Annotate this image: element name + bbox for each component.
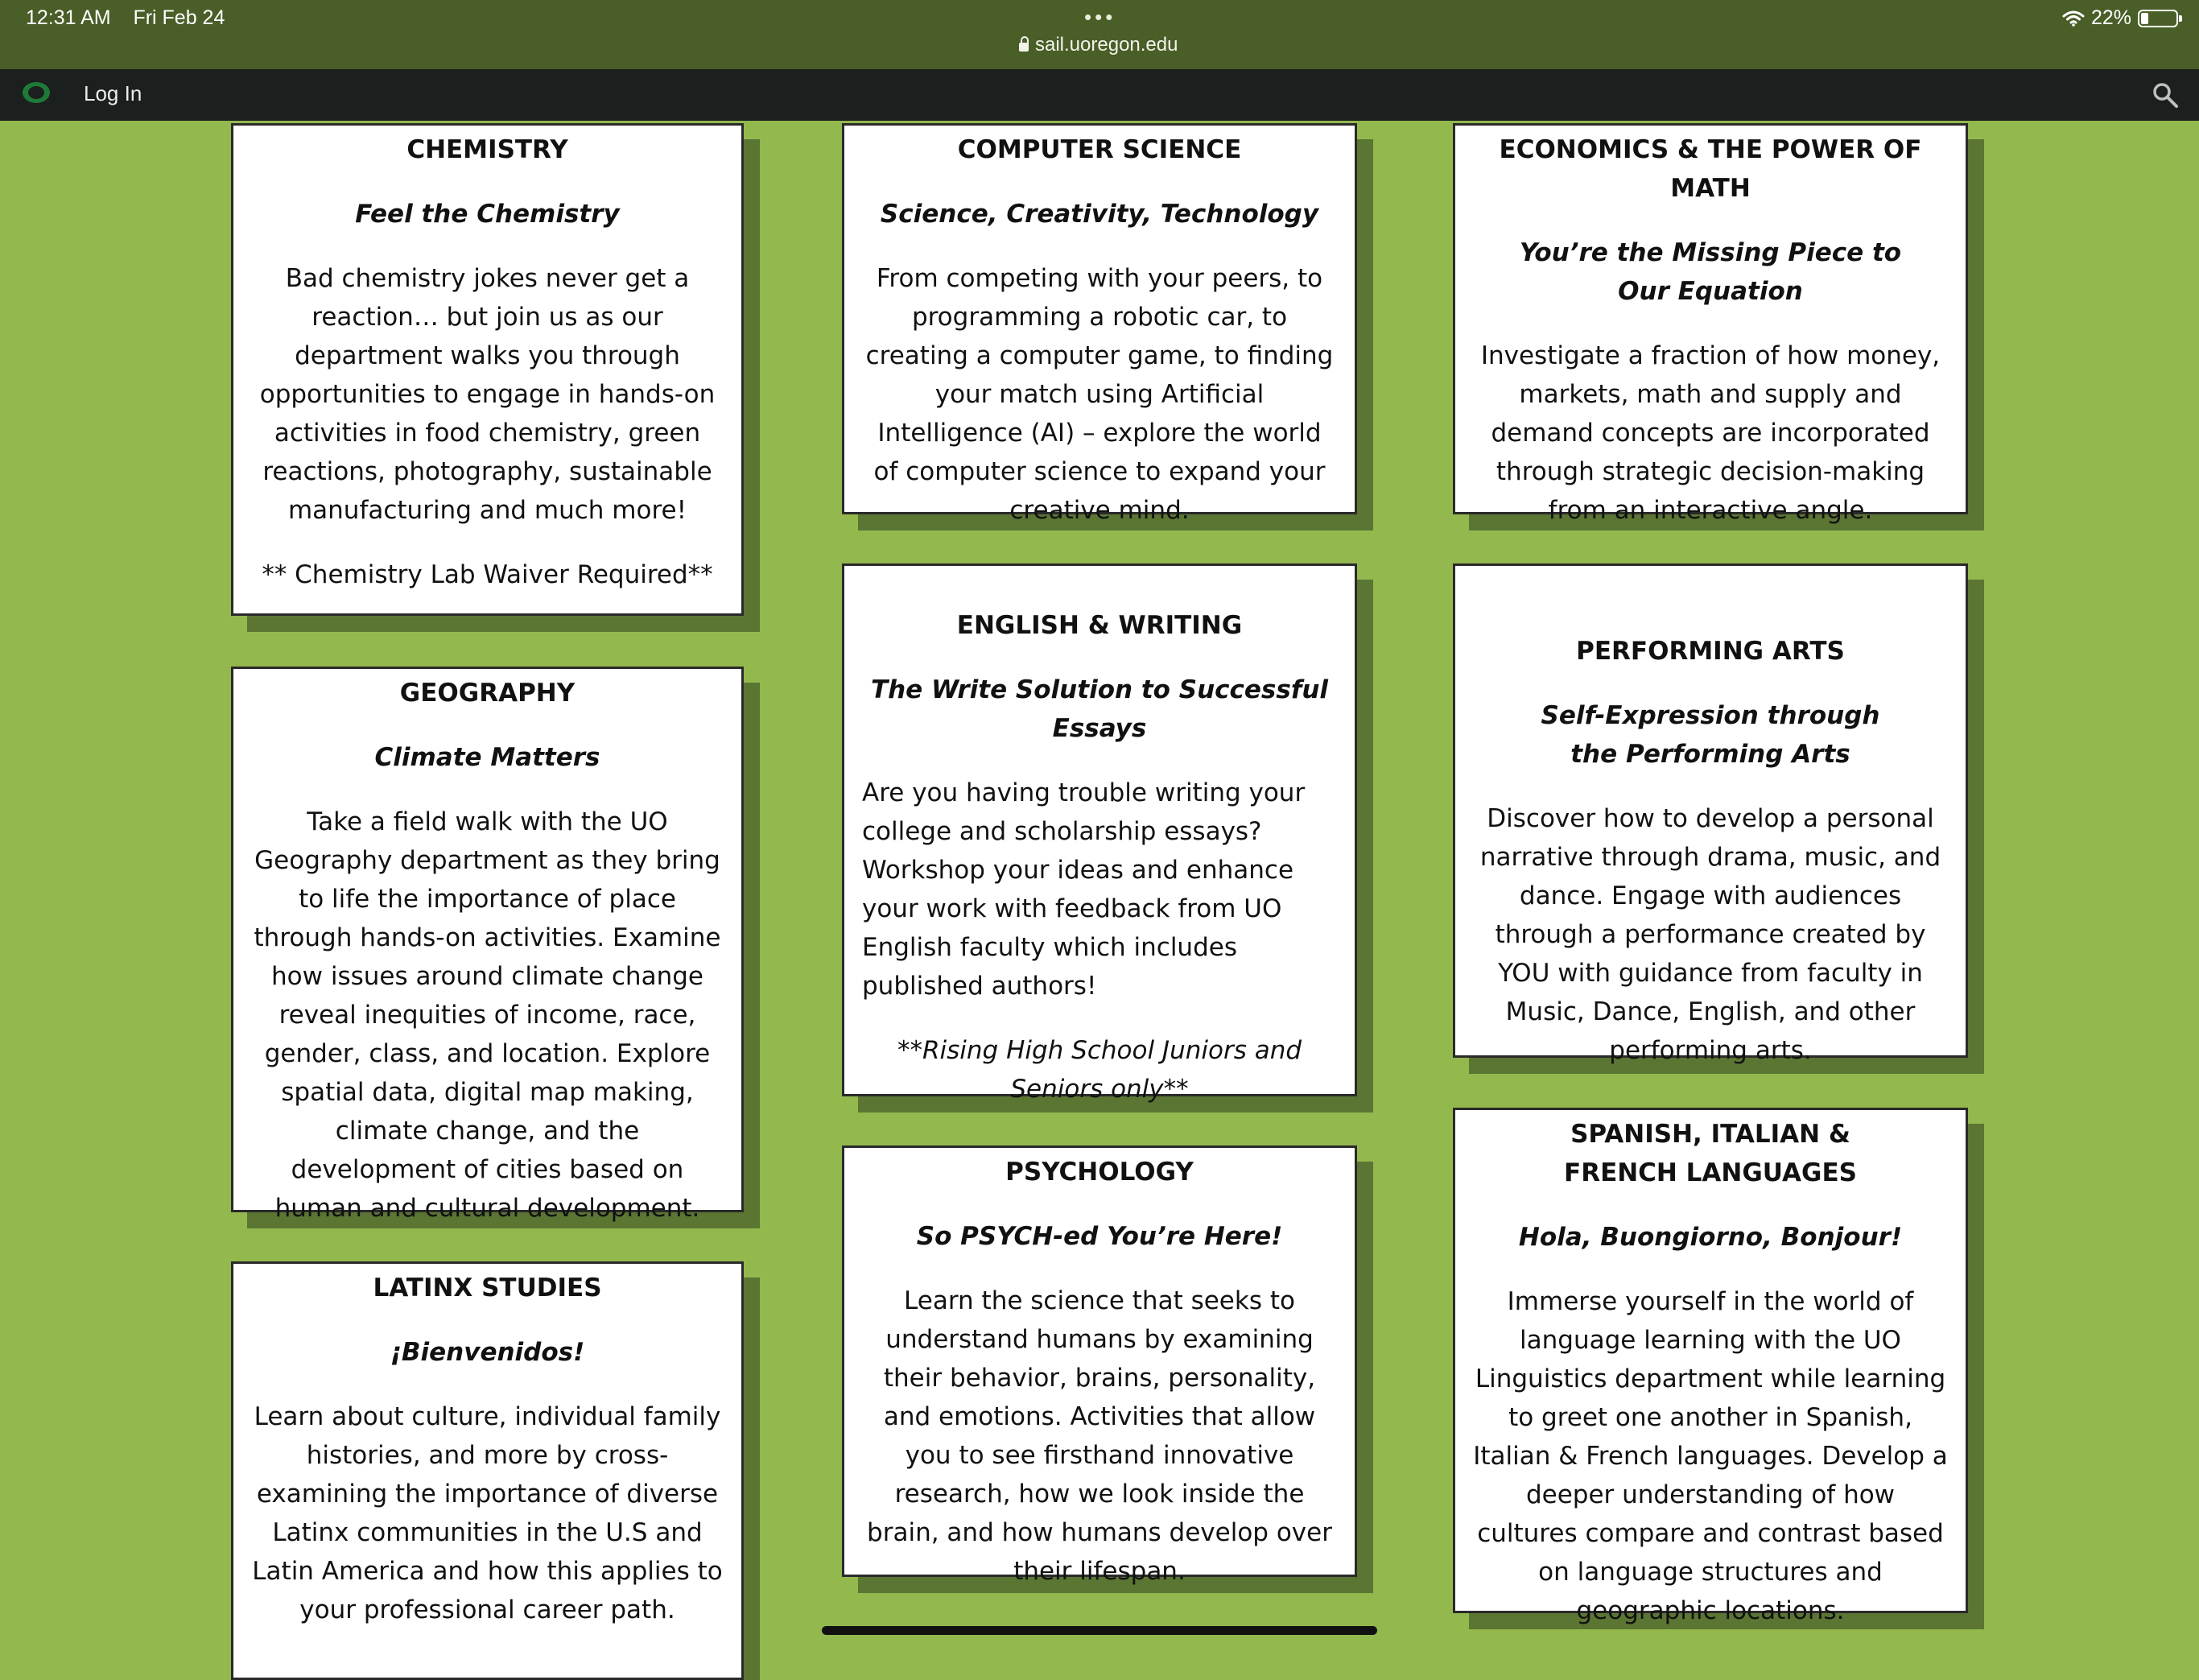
card-description: Are you having trouble writing your college and scholarship essays? Workshop your ideas and enhance your work with feedback from UO English faculty which includes published authors!: [862, 778, 1306, 1001]
card-description: Learn the science that seeks to understand humans by examining their behavior, brains, personality, and emotions. Activities that allow you to see firsthand innovative research, how we look inside the brain, and how humans develop over their lifespan.: [867, 1286, 1332, 1586]
card-description: Investigate a fraction of how money, markets, math and supply and demand concepts are incorporated through strategic decision-making from an interactive angle.: [1480, 341, 1941, 525]
card-latinx-studies: [231, 1261, 744, 1680]
card-description: Discover how to develop a personal narrative through drama, music, and dance. Engage with audiences through a performance created by YOU with guidance from faculty in Music, Dance, English, and other performing arts.: [1479, 804, 1941, 1065]
card-title: ENGLISH & WRITING: [956, 611, 1243, 640]
multitasking-dots-icon[interactable]: •••: [1084, 5, 1116, 29]
card-subtitle: ¡Bienvenidos!: [390, 1338, 585, 1367]
address-bar[interactable]: [1019, 34, 1178, 56]
status-indicators: [2062, 6, 2178, 30]
card-description: Bad chemistry jokes never get a reaction… but join us as our department walks you through opportunities to engage in hands-on activities in food chemistry, green reactions, photography, sustainable manufacturing and much more!: [259, 264, 716, 525]
card-geography: [231, 667, 744, 1223]
card-description: Take a field walk with the UO Geography department as they bring to life the importance of place through hands-on activities. Examine how issues around climate change reveal inequities of income, race, gender, class, and location. Explore spatial data, digital map making, climate change, and the development of cities based on human and cultural development.: [254, 807, 721, 1223]
card-title: LATINX STUDIES: [373, 1273, 602, 1302]
battery-icon: [2138, 10, 2178, 27]
card-chemistry: [231, 123, 744, 616]
card-title: COMPUTER SCIENCE: [957, 135, 1242, 164]
card-title: GEOGRAPHY: [399, 679, 576, 708]
card-psychology: [842, 1145, 1357, 1586]
card-note: ** Chemistry Lab Waiver Required**: [262, 560, 713, 589]
card-description: From competing with your peers, to programming a robotic car, to creating a computer game, to finding your match using Artificial Intelligence (AI) – explore the world of computer science to expand your creative mind.: [865, 264, 1334, 525]
card-title: ECONOMICS & THE POWER OF MATH: [1499, 135, 1922, 203]
login-link[interactable]: Log In: [84, 81, 142, 105]
wifi-icon: [2062, 10, 2085, 27]
card-subtitle: The Write Solution to Successful Essays: [870, 675, 1329, 743]
status-time: 12:31 AM Fri Feb 24: [26, 6, 225, 29]
card-title: PERFORMING ARTS: [1576, 637, 1845, 666]
card-subtitle: Hola, Buongiorno, Bonjour!: [1518, 1223, 1903, 1252]
card-subtitle: Feel the Chemistry: [355, 200, 620, 229]
card-title: CHEMISTRY: [406, 135, 568, 164]
lock-icon: [1019, 43, 1029, 52]
card-title: PSYCHOLOGY: [1005, 1158, 1194, 1187]
search-icon[interactable]: [2151, 80, 2180, 109]
home-indicator[interactable]: [822, 1626, 1377, 1635]
device-status-bar: [0, 0, 2199, 69]
url-text: sail.uoregon.edu: [1035, 34, 1178, 56]
card-english-writing: [842, 563, 1357, 1104]
site-nav-bar: [0, 69, 2199, 121]
card-title: SPANISH, ITALIAN & FRENCH LANGUAGES: [1564, 1120, 1857, 1187]
card-performing-arts: [1453, 563, 1968, 1065]
card-description: Learn about culture, individual family histories, and more by cross-examining the importance of diverse Latinx communities in the U.S and Latin America and how this applies to your professional career path.: [252, 1402, 723, 1624]
card-economics: [1453, 123, 1968, 525]
card-note: **Rising High School Juniors and Seniors only**: [897, 1036, 1302, 1104]
card-subtitle: So PSYCH-ed You’re Here!: [916, 1222, 1283, 1251]
card-subtitle: Self-Expression through the Performing Arts: [1541, 701, 1880, 769]
card-languages: [1453, 1108, 1968, 1625]
battery-percent: 22%: [2090, 6, 2131, 29]
card-description: Immerse yourself in the world of language learning with the UO Linguistics department while learning to greet one another in Spanish, Italian & French languages. Develop a deeper understanding of how cultures compare and contrast based on language structures and geographic locations.: [1473, 1287, 1948, 1625]
card-subtitle: You’re the Missing Piece to Our Equation: [1519, 238, 1902, 306]
card-subtitle: Climate Matters: [374, 743, 600, 772]
card-subtitle: Science, Creativity, Technology: [880, 200, 1319, 229]
uo-logo-icon[interactable]: [21, 80, 52, 105]
card-computer-science: [842, 123, 1357, 525]
